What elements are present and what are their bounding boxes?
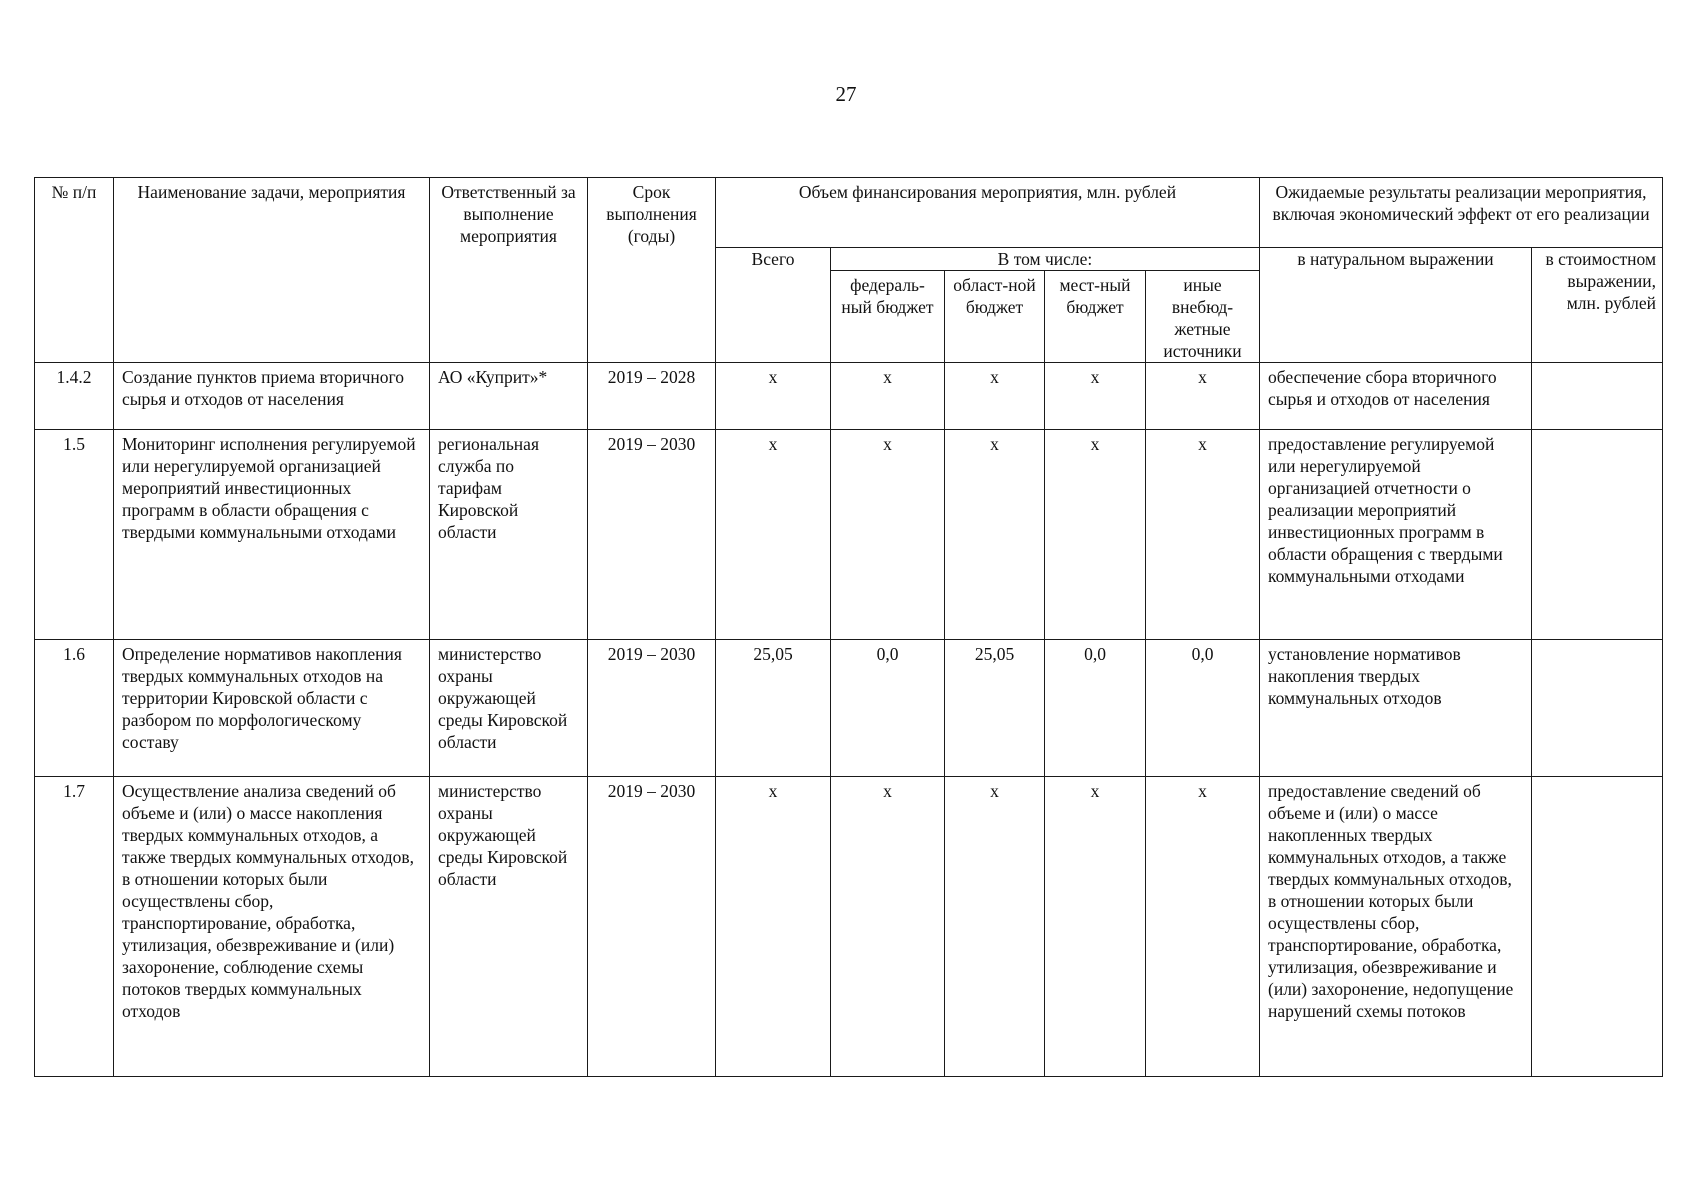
row-term: 2019 – 2028 <box>588 363 716 430</box>
header-cost: в стоимостном выражении, млн. рублей <box>1532 248 1663 363</box>
row-natural: обеспечение сбора вторичного сырья и отходов от населения <box>1260 363 1532 430</box>
header-regional: област-ной бюджет <box>945 271 1045 363</box>
row-natural: предоставление регулируемой или нерегулируемой организацией отчетности о реализации мероприятий инвестиционных программ в области обращения с твердыми коммунальными отходами <box>1260 430 1532 640</box>
table-row <box>35 430 1663 640</box>
row-total: х <box>716 777 831 1077</box>
row-responsible: региональная служба по тарифам Кировской области <box>430 430 588 640</box>
row-cost <box>1532 430 1663 640</box>
table-row <box>35 777 1663 1077</box>
row-name: Определение нормативов накопления твердых коммунальных отходов на территории Кировской области с разбором по морфологическому составу <box>114 640 430 777</box>
row-other: х <box>1146 363 1260 430</box>
page-number: 27 <box>835 82 857 106</box>
row-responsible: АО «Куприт»* <box>430 363 588 430</box>
activities-table <box>34 177 1663 1077</box>
header-name: Наименование задачи, мероприятия <box>114 178 430 363</box>
row-local: 0,0 <box>1045 640 1146 777</box>
header-term: Срок выполнения (годы) <box>588 178 716 363</box>
row-federal: х <box>831 430 945 640</box>
row-name: Создание пунктов приема вторичного сырья и отходов от населения <box>114 363 430 430</box>
row-total: х <box>716 430 831 640</box>
row-natural: установление нормативов накопления твердых коммунальных отходов <box>1260 640 1532 777</box>
row-total: х <box>716 363 831 430</box>
header-other: иные внебюд-жетные источники <box>1146 271 1260 363</box>
header-including: В том числе: <box>831 248 1260 271</box>
row-federal: 0,0 <box>831 640 945 777</box>
row-regional: х <box>945 363 1045 430</box>
row-cost <box>1532 640 1663 777</box>
table-body <box>35 363 1663 1077</box>
row-num: 1.6 <box>35 640 114 777</box>
row-regional: х <box>945 777 1045 1077</box>
row-other: 0,0 <box>1146 640 1260 777</box>
header-total: Всего <box>716 248 831 363</box>
header-federal: федераль-ный бюджет <box>831 271 945 363</box>
row-num: 1.5 <box>35 430 114 640</box>
row-federal: х <box>831 363 945 430</box>
row-num: 1.7 <box>35 777 114 1077</box>
row-regional: 25,05 <box>945 640 1045 777</box>
row-total: 25,05 <box>716 640 831 777</box>
row-local: х <box>1045 363 1146 430</box>
row-local: х <box>1045 777 1146 1077</box>
header-results: Ожидаемые результаты реализации мероприятия, включая экономический эффект от его реализации <box>1260 178 1663 248</box>
header-funding: Объем финансирования мероприятия, млн. рублей <box>716 178 1260 248</box>
header-local: мест-ный бюджет <box>1045 271 1146 363</box>
row-other: х <box>1146 430 1260 640</box>
table-header <box>35 178 1663 363</box>
row-term: 2019 – 2030 <box>588 430 716 640</box>
header-natural: в натуральном выражении <box>1260 248 1532 363</box>
row-term: 2019 – 2030 <box>588 777 716 1077</box>
row-name: Осуществление анализа сведений об объеме и (или) о массе накопления твердых коммунальных отходов, а также твердых коммунальных отходов, в отношении которых были осуществлены сбор, транспортирование, обработка, утилизация, обезвреживание и (или) захоронение, соблюдение схемы потоков твердых коммунальных отходов <box>114 777 430 1077</box>
header-num: № п/п <box>35 178 114 363</box>
table-row <box>35 640 1663 777</box>
row-responsible: министерство охраны окружающей среды Кировской области <box>430 777 588 1077</box>
row-term: 2019 – 2030 <box>588 640 716 777</box>
row-num: 1.4.2 <box>35 363 114 430</box>
row-cost <box>1532 363 1663 430</box>
row-regional: х <box>945 430 1045 640</box>
row-name: Мониторинг исполнения регулируемой или нерегулируемой организацией мероприятий инвестиционных программ в области обращения с твердыми коммунальными отходами <box>114 430 430 640</box>
row-natural: предоставление сведений об объеме и (или) о массе накопленных твердых коммунальных отходов, а также твердых коммунальных отходов, в отношении которых были осуществлены сбор, транспортирование, обработка, утилизация, обезвреживание и (или) захоронение, недопущение нарушений схемы потоков <box>1260 777 1532 1077</box>
row-cost <box>1532 777 1663 1077</box>
row-responsible: министерство охраны окружающей среды Кировской области <box>430 640 588 777</box>
row-local: х <box>1045 430 1146 640</box>
row-other: х <box>1146 777 1260 1077</box>
header-responsible: Ответственный за выполнение мероприятия <box>430 178 588 363</box>
row-federal: х <box>831 777 945 1077</box>
table-row <box>35 363 1663 430</box>
